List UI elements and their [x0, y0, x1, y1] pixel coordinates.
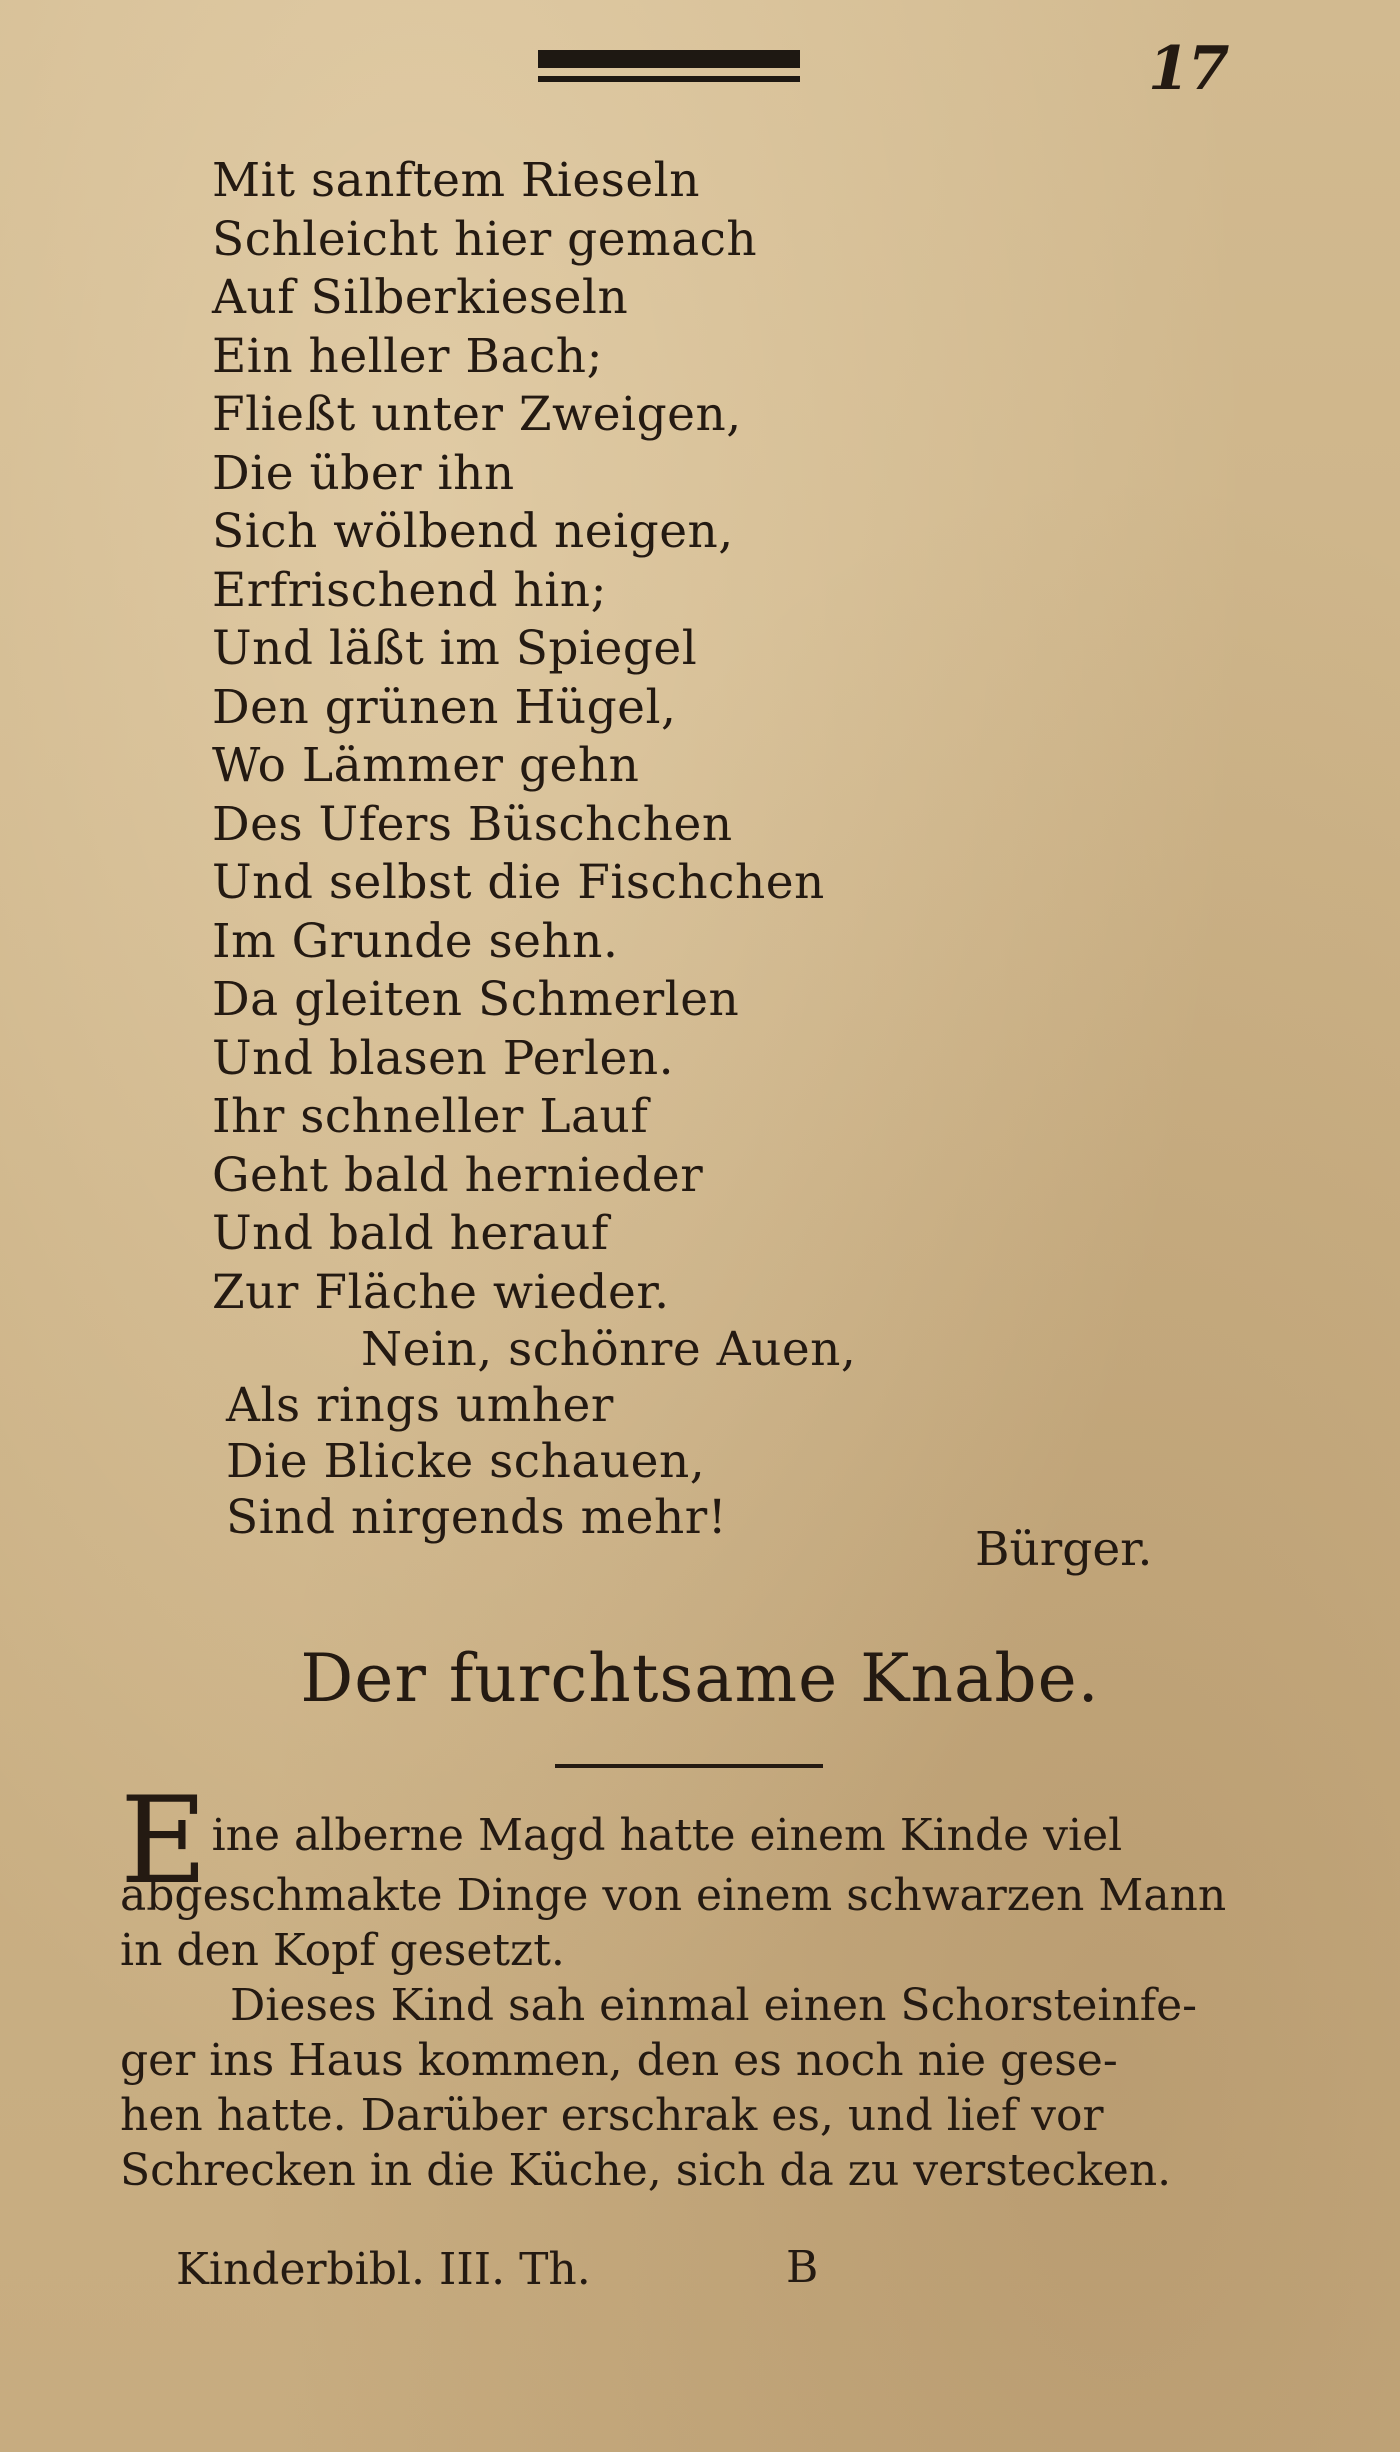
poem-line: Die Blicke schauen,	[226, 1434, 706, 1489]
poem-line: Den grünen Hügel,	[212, 679, 677, 735]
poem-stanza-1	[212, 152, 825, 1322]
poem-line: Fließt unter Zweigen,	[212, 387, 742, 442]
poem-line: Die über ihn	[212, 445, 515, 501]
poem-line: Auf Silberkieseln	[212, 270, 629, 325]
story-text	[120, 1772, 1240, 2198]
poem-line: Des Ufers Büschchen	[212, 796, 733, 852]
poem-line: Und selbst die Fischchen	[212, 855, 825, 910]
poem-line: Und blasen Perlen.	[212, 1030, 675, 1086]
story-line: Dieses Kind sah einmal einen Schorsteinfe-	[230, 1980, 1197, 2031]
poem-stanza-2	[226, 1322, 856, 1546]
header-rule	[538, 50, 800, 68]
poem-line: Ein heller Bach;	[212, 328, 603, 384]
poem-line: Ihr schneller Lauf	[212, 1089, 649, 1144]
poem-line: Schleicht hier gemach	[212, 211, 758, 267]
poem-line: Nein, schönre Auen,	[361, 1322, 857, 1377]
story-line: hen hatte. Darüber erschrak es, und lief vor	[120, 2090, 1104, 2141]
poem-line: Mit sanftem Rieseln	[212, 153, 700, 208]
story-line: in den Kopf gesetzt.	[120, 1925, 565, 1976]
poem-line: Als rings umher	[226, 1378, 614, 1433]
poem-line: Da gleiten Schmerlen	[212, 972, 740, 1027]
poem-line: Wo Lämmer gehn	[212, 738, 640, 793]
book-reference: Kinderbibl. III. Th.	[176, 2244, 591, 2295]
page-footer	[176, 2242, 819, 2295]
poem-line: Und läßt im Spiegel	[212, 621, 698, 676]
signature-mark: B	[786, 2242, 819, 2293]
story-line: ger ins Haus kommen, den es noch nie gese-	[120, 2035, 1118, 2086]
poem-line: Zur Fläche wieder.	[212, 1264, 670, 1320]
drop-cap: E	[120, 1772, 208, 1911]
section-title: Der furchtsame Knabe.	[300, 1640, 1100, 1717]
story-line: abgeschmakte Dinge von einem schwarzen Mann	[120, 1870, 1227, 1921]
poem-line: Erfrischend hin;	[212, 562, 607, 618]
story-line: Schrecken in die Küche, sich da zu verstecken.	[120, 2145, 1172, 2196]
poem-line: Sind nirgends mehr!	[226, 1490, 728, 1545]
page-number: 17	[1148, 34, 1228, 104]
poem-line: Und bald herauf	[212, 1206, 609, 1261]
poem-line: Sich wölbend neigen,	[212, 504, 734, 559]
story-line-text: ine alberne Magd hatte einem Kinde viel	[211, 1810, 1123, 1861]
poem-line: Geht bald hernieder	[212, 1147, 704, 1203]
title-rule	[555, 1764, 823, 1768]
poem-author: Bürger.	[975, 1522, 1153, 1577]
poem-line: Im Grunde sehn.	[212, 913, 619, 969]
